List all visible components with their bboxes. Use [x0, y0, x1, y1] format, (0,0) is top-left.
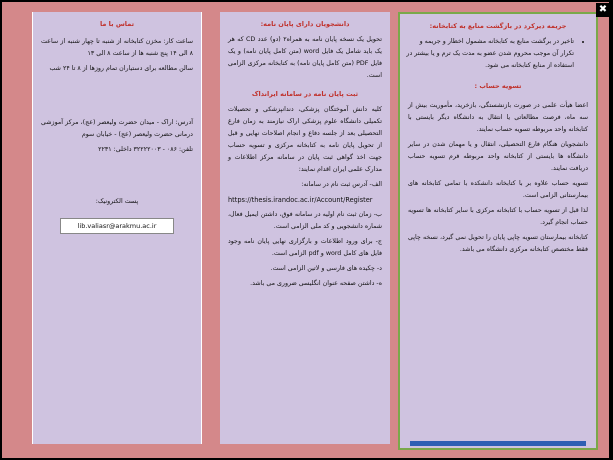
fines-list: [400, 36, 596, 72]
email-label: پست الکترونیک:: [95, 198, 139, 205]
register-address-label: الف- آدرس ثبت نام در سامانه:: [301, 181, 382, 188]
phone-text: تلفن: ۰۸۶ - ۳۲۲۲۲۰۰۳ داخلی: ۲۲۳۱: [98, 146, 193, 153]
close-icon[interactable]: ✖: [596, 3, 610, 17]
thesis-paragraph: تحویل یک نسخه پایان نامه به همراه۲ (دو) عدد CD که هر یک باید شامل یک فایل word (متن کامل پایان نامه) و یک فایل PDF (متن کامل پایان نامه) به کتابخانه مرکزی الزامی است.: [228, 36, 382, 79]
thesis-title: دانشجویان دارای پایان نامه:: [260, 20, 350, 28]
fines-title: جریمه دیرکرد در بازگشت منابع به کتابخانه:: [429, 22, 567, 30]
item-c: ج- برای ورود اطلاعات و بارگزاری نهایی پایان نامه وجود فایل های کامل word و pdf الزامی است.: [228, 238, 382, 257]
reading-hall-hours: سالن مطالعه برای دستیاران تمام روزها از ۸ تا ۲۴ شب: [49, 65, 193, 72]
hours-text: ساعت کار: مخزن کتابخانه از شنبه تا چهار شنبه از ساعت ۸ الی ۱۴ پنج شنبه ها از ساعت ۸ الی ۱۳: [41, 38, 193, 57]
email-address[interactable]: lib.valiasr@arakmu.ac.ir: [60, 218, 174, 234]
brochure-page: [2, 2, 609, 458]
hospital-libraries: تسویه حساب علاوه بر با کتابخانه دانشکده با تمامی کتابخانه های بیمارستانی الزامی است.: [408, 180, 588, 199]
student-clearance: دانشجویان هنگام فارغ التحصیلی، انتقال و یا مهمان شدن در سایر دانشگاه ها بایستی از کتابخانه واحد مربوطه فرم تسویه حساب دریافت نمایند.: [408, 141, 588, 172]
irandoc-title: ثبت پایان نامه در سامانه ایرانداک: [251, 90, 359, 98]
clearance-order: لذا قبل از تسویه حساب با کتابخانه مرکزی با سایر کتابخانه ها تسویه حساب انجام گیرد.: [408, 207, 588, 226]
item-e: ه- داشتن صفحه عنوان انگلیسی ضروری می باشد.: [250, 280, 382, 287]
fines-panel: [398, 12, 598, 450]
register-url[interactable]: https://thesis.irandoc.ac.ir/Account/Register: [228, 196, 373, 204]
thesis-panel: [220, 12, 390, 444]
contact-panel: [32, 12, 202, 444]
contact-title: تماس با ما: [99, 20, 135, 28]
item-d: د- چکیده های فارسی و لاتین الزامی است.: [270, 265, 382, 272]
irandoc-paragraph: کلیه دانش آموختگان پزشکی، دندانپزشکی و تحصیلات تکمیلی دانشگاه علوم پزشکی اراک نیازمند به زمان فارغ التحصیلی بعد از جلسه دفاع و انجام اصلاحات نهایی و قبل از تحویل پایان نامه به کتابخانه مرکزی و تسویه حساب جهت اخذ گواهی ثبت پایان در سامانه مرکز اطلاعات و مدارک علمی ایران اقدام نمایند:: [228, 106, 382, 173]
item-b: ب- زمان ثبت نام اولیه در سامانه فوق، داشتن ایمیل فعال، شماره دانشجویی و کد ملی الزامی است.: [228, 211, 382, 230]
clearance-title: تسویه حساب :: [474, 82, 522, 90]
faculty-clearance: اعضا هیأت علمی در صورت بازنشستگی، بازخرید، مأموریت بیش از سه ماه، فرصت مطالعاتی یا انتقال به دانشگاه دیگر بایستی با کتابخانه واحد مربوطه تسویه حساب نمایند.: [408, 102, 588, 133]
accent-bar: [410, 441, 586, 446]
printed-thesis-note: کتابخانه بیمارستان تسویه چاپی پایان را تحویل نمی گیرد، نسخه چاپی فقط مختصص کتابخانه مرکزی دانشگاه می باشد.: [408, 234, 588, 253]
fines-bullet: • تاخیر در برگشت منابع به کتابخانه مشمول اخطار و جریمه و تکرار آن موجب محروم شدن عضو به مدت یک ترم و یا بیشتر در استفاده از منابع کتابخانه می شود.: [406, 36, 574, 72]
address-text: آدرس: اراک - میدان حضرت ولیعصر (عج)، مرکز آموزشی درمانی حضرت ولیعصر (عج) - خیابان سوم: [41, 119, 193, 138]
